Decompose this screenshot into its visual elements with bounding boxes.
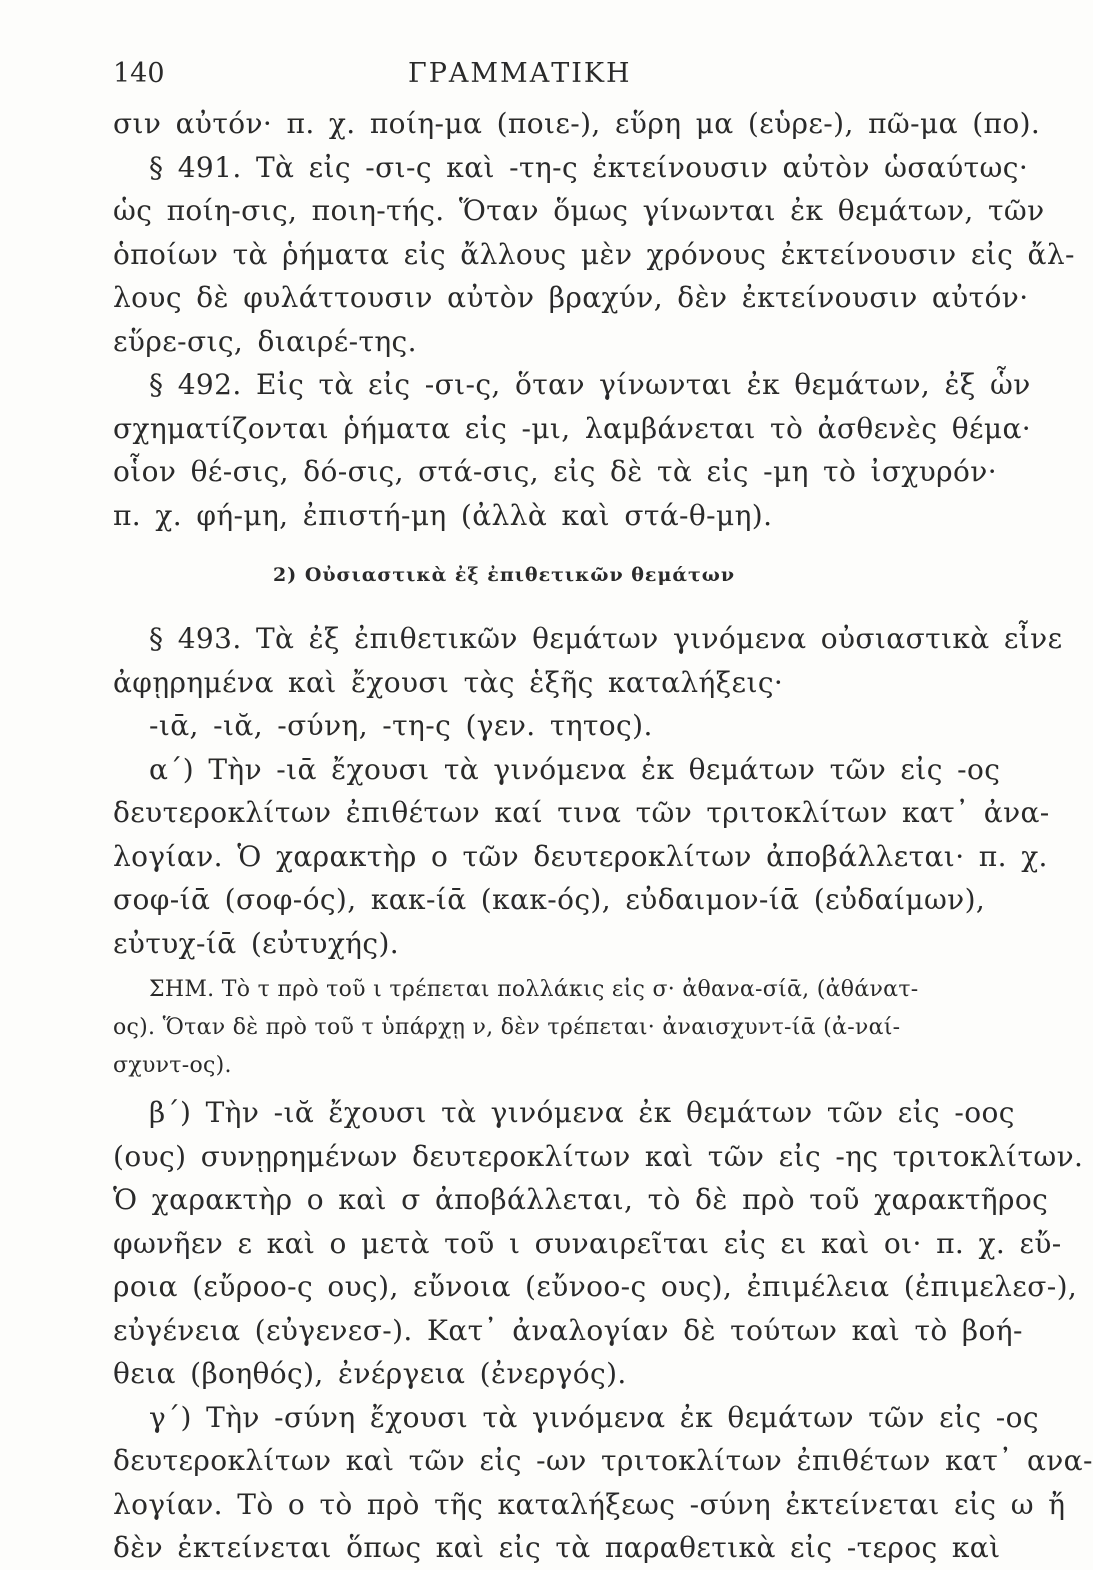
item-alpha: α΄) Τὴν -ιᾱ ἔχουσι τὰ γινόμενα ἐκ θεμάτων τῶν εἰς -ος [149, 752, 1001, 786]
paragraph-492: § 492. Εἰς τὰ εἰς -σι-ς, ὅταν γίνωνται ἐκ θεμάτων, ἐξ ὧν [149, 368, 1031, 401]
text-line: λογίαν. Ὁ χαρακτὴρ ο τῶν δευτεροκλίτων ἀποβάλλεται· π. χ. [113, 839, 1048, 873]
paragraph-493: § 493. Τὰ ἐξ ἐπιθετικῶν θεμάτων γινόμενα οὐσιαστικὰ εἶνε [149, 622, 1063, 655]
item-beta: β΄) Τὴν -ιᾰ ἔχουσι τὰ γινόμενα ἐκ θεμάτων τῶν εἰς -οος [149, 1096, 1015, 1129]
page-number: 140 [113, 58, 165, 89]
text-line: δευτεροκλίτων καὶ τῶν εἰς -ων τριτοκλίτων ἐπιθέτων κατ᾽ ανα- [113, 1444, 1093, 1477]
paragraph-491: § 491. Τὰ εἰς -σι-ς καὶ -τη-ς ἐκτείνουσιν αὐτὸν ὡσαύτως· [149, 150, 1029, 184]
section-heading: 2) Οὐσιαστικὰ ἐξ ἐπιθετικῶν θεμάτων [273, 564, 736, 586]
text-line: -ιᾱ, -ιᾰ, -σύνη, -τη-ς (γεν. τητος). [149, 709, 653, 742]
text-line: θεια (βοηθός), ἐνέργεια (ἐνεργός). [113, 1357, 627, 1390]
text-line: εὐτυχ-ίᾱ (εὐτυχής). [113, 926, 400, 960]
text-line: σοφ-ίᾱ (σοφ-ός), κακ-ίᾱ (κακ-ός), εὐδαιμον-ίᾱ (εὐδαίμων), [113, 883, 986, 916]
text-line: Ὁ χαρακτὴρ ο καὶ σ ἀποβάλλεται, τὸ δὲ πρὸ τοῦ χαρακτῆρος [113, 1183, 1049, 1216]
text-line: δὲν ἐκτείνεται ὅπως καὶ εἰς τὰ παραθετικὰ εἰς -τερος καὶ [113, 1531, 1001, 1564]
text-line: π. χ. φή-μη, ἐπιστή-μη (ἀλλὰ καὶ στά-θ-μη). [113, 498, 773, 532]
text-line: σχηματίζονται ῥήματα εἰς -μι, λαμβάνεται τὸ ἀσθενὲς θέμα· [113, 411, 1032, 445]
note-line: ος). Ὅταν δὲ πρὸ τοῦ τ ὑπάρχῃ ν, δὲν τρέπεται· ἀναισχυντ-ίᾱ (ἀ-ναί- [113, 1015, 901, 1040]
text-line: λους δὲ φυλάττουσιν αὐτὸν βραχύν, δὲν ἐκτείνουσιν αὐτόν· [113, 281, 1029, 314]
text-line: ὁποίων τὰ ῥήματα εἰς ἄλλους μὲν χρόνους ἐκτείνουσιν εἰς ἄλ- [113, 237, 1075, 271]
text-line: ὡς ποίη-σις, ποιη-τής. Ὅταν ὅμως γίνωνται ἐκ θεμάτων, τῶν [113, 194, 1045, 227]
text-line: λογίαν. Τὸ ο τὸ πρὸ τῆς καταλήξεως -σύνη ἐκτείνεται εἰς ω ἤ [113, 1487, 1066, 1521]
page-header [113, 58, 893, 98]
text-line: ἀφῃρημένα καὶ ἔχουσι τὰς ἑξῆς καταλήξεις· [113, 665, 784, 699]
text-line: εὕρε-σις, διαιρέ-της. [113, 324, 417, 358]
text-line: οἷον θέ-σις, δό-σις, στά-σις, εἰς δὲ τὰ εἰς -μη τὸ ἰσχυρόν· [113, 455, 998, 488]
text-line: φωνῆεν ε καὶ ο μετὰ τοῦ ι συναιρεῖται εἰς ει καὶ οι· π. χ. εὔ- [113, 1226, 1062, 1260]
note: ΣΗΜ. Τὸ τ πρὸ τοῦ ι τρέπεται πολλάκις εἰς σ· ἀθανα-σίᾱ, (ἀθάνατ- [149, 977, 919, 1002]
text-line: δευτεροκλίτων ἐπιθέτων καί τινα τῶν τριτοκλίτων κατ᾽ ἀνα- [113, 796, 1050, 829]
text-line: (ους) συνῃρημένων δευτεροκλίτων καὶ τῶν εἰς -ης τριτοκλίτων. [113, 1139, 1084, 1173]
note-line: σχυντ-ος). [113, 1053, 232, 1078]
item-gamma: γ΄) Τὴν -σύνη ἔχουσι τὰ γινόμενα ἐκ θεμάτων τῶν εἰς -ος [149, 1400, 1039, 1434]
page-body [113, 102, 1093, 1570]
text-line: εὐγένεια (εὐγενεσ-). Κατ᾽ ἀναλογίαν δὲ τούτων καὶ τὸ βοή- [113, 1313, 1023, 1347]
running-title: ΓΡΑΜΜΑΤΙΚΗ [408, 58, 632, 89]
text-line: ροια (εὔροο-ς ους), εὔνοια (εὔνοο-ς ους), ἐπιμέλεια (ἐπιμελεσ-), [113, 1270, 1078, 1303]
text-line: σιν αὐτόν· π. χ. ποίη-μα (ποιε-), εὕρη μα (εὑρε-), πῶ-μα (πο). [113, 107, 1041, 140]
